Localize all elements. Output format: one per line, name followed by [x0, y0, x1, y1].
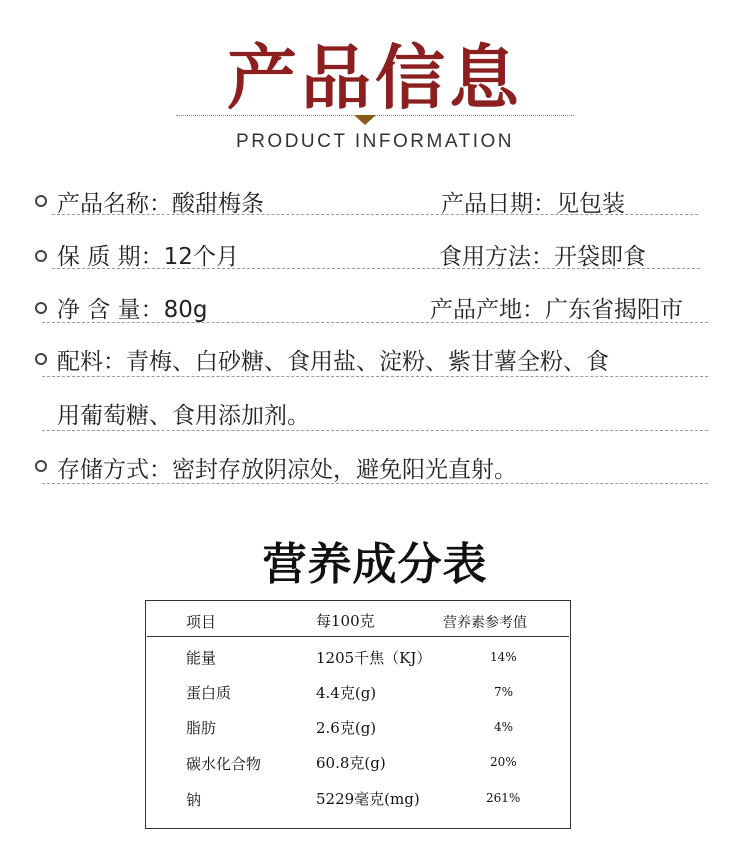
- row-divider: [42, 430, 708, 431]
- header-item: 项目: [186, 613, 217, 631]
- product-date: 产品日期：见包装: [441, 191, 625, 217]
- row-nrv: 261%: [486, 791, 521, 805]
- usage-method: 食用方法：开袋即食: [439, 244, 646, 270]
- product-name: 产品名称：酸甜梅条: [57, 191, 264, 217]
- row-divider: [52, 268, 700, 269]
- row-nrv: 4%: [494, 720, 514, 734]
- bullet-icon: [35, 250, 47, 262]
- row-nrv: 20%: [490, 755, 517, 769]
- table-header-divider: [147, 636, 569, 637]
- row-divider: [42, 376, 708, 377]
- shelf-life: 保 质 期：12个月: [57, 244, 239, 270]
- product-origin: 产品产地：广东省揭阳市: [430, 297, 683, 323]
- bullet-icon: [35, 460, 47, 472]
- row-nrv: 14%: [490, 650, 517, 664]
- storage-method: 存储方式：密封存放阴凉处，避免阳光直射。: [57, 457, 517, 483]
- bullet-icon: [35, 302, 47, 314]
- row-divider: [42, 322, 708, 323]
- row-item: 碳水化合物: [186, 755, 262, 773]
- row-item: 蛋白质: [186, 684, 232, 702]
- net-content: 净 含 量：80g: [57, 297, 208, 323]
- bullet-icon: [35, 353, 47, 365]
- bullet-icon: [35, 195, 47, 207]
- page-title: 产品信息: [227, 37, 523, 119]
- ingredients-line-1: 配料：青梅、白砂糖、食用盐、淀粉、紫甘薯全粉、食: [57, 349, 609, 375]
- row-per100: 2.6克(g): [316, 719, 377, 737]
- row-item: 能量: [186, 649, 217, 667]
- row-item: 钠: [186, 791, 202, 809]
- divider-arrow-icon: [354, 115, 376, 125]
- header-per100: 每100克: [316, 612, 375, 630]
- nutrition-title: 营养成分表: [262, 539, 488, 590]
- row-divider: [52, 214, 698, 215]
- header-nrv: 营养素参考值: [443, 615, 527, 631]
- row-per100: 60.8克(g): [316, 754, 386, 772]
- row-per100: 1205千焦（KJ）: [316, 649, 432, 667]
- row-item: 脂肪: [186, 719, 217, 737]
- row-divider: [42, 483, 708, 484]
- ingredients-line-2: 用葡萄糖、食用添加剂。: [57, 403, 310, 429]
- row-nrv: 7%: [494, 685, 514, 699]
- page-subtitle: PRODUCT INFORMATION: [236, 131, 514, 152]
- row-per100: 5229毫克(mg): [316, 790, 420, 808]
- row-per100: 4.4克(g): [316, 684, 377, 702]
